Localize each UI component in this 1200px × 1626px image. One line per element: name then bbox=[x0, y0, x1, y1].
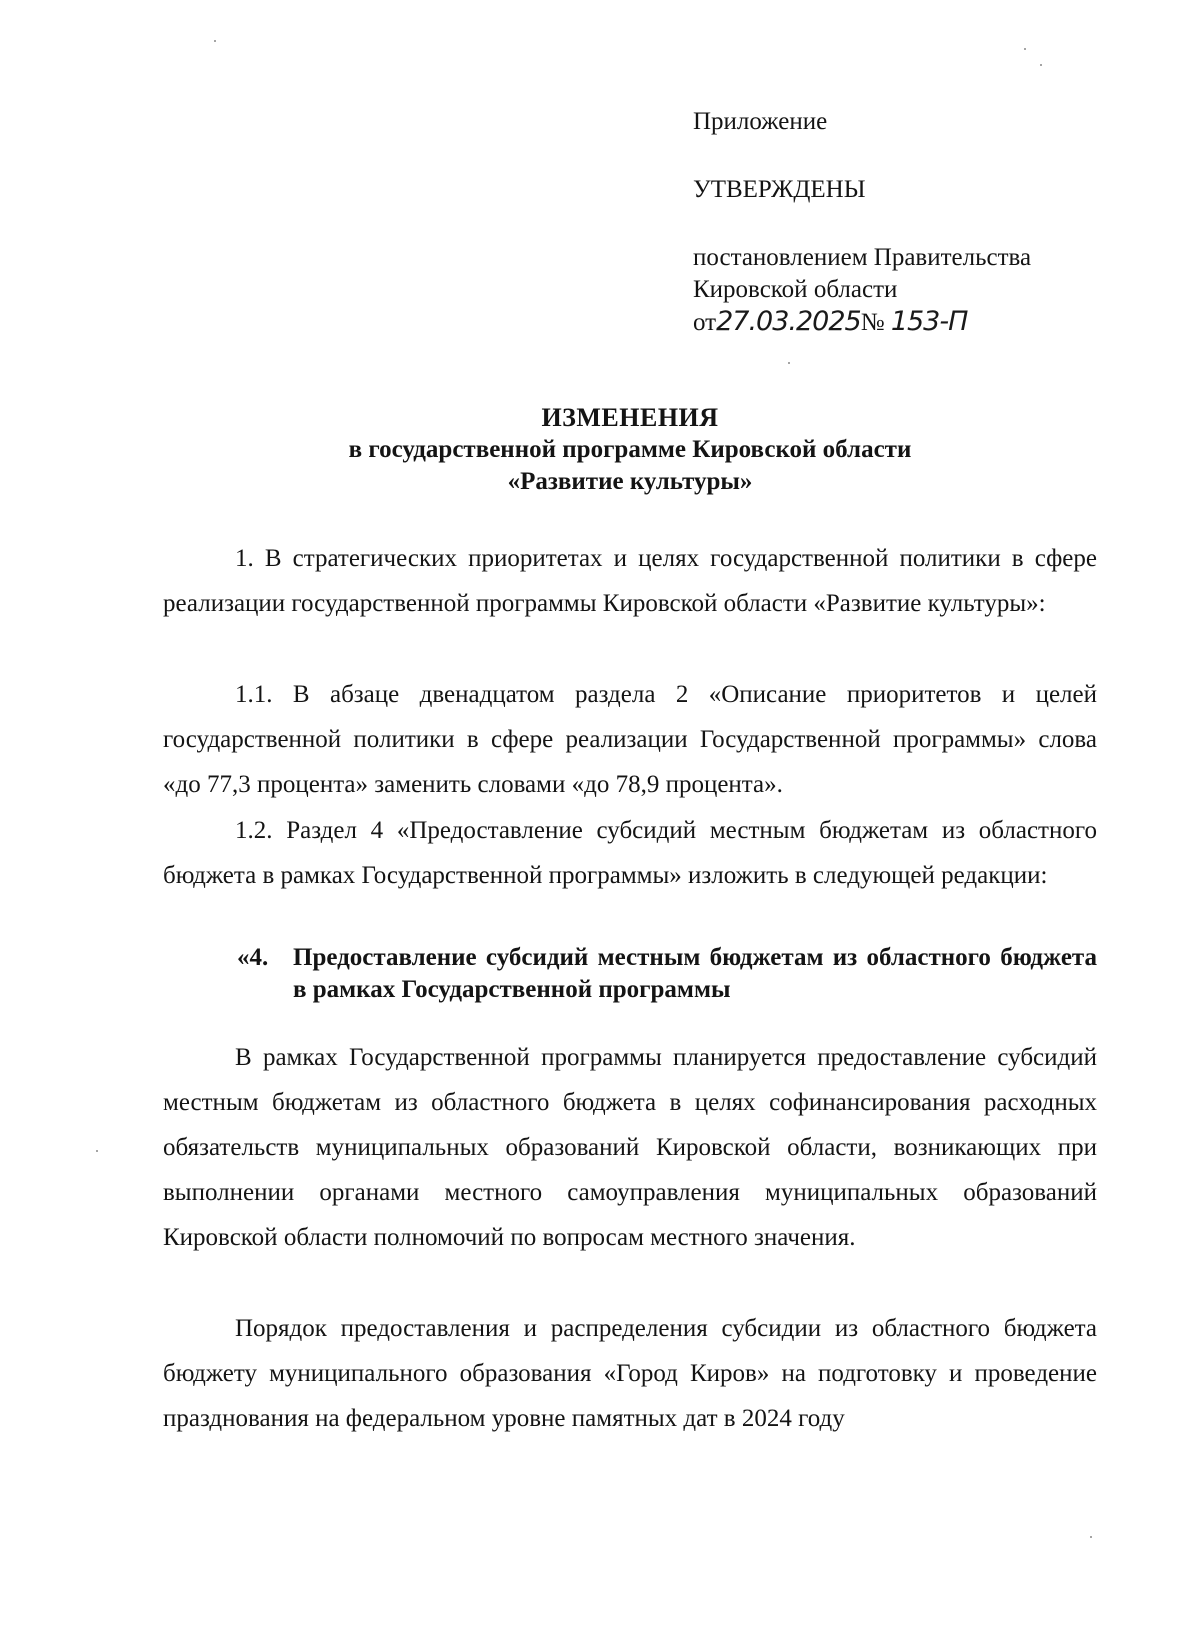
paragraph-1 bbox=[163, 536, 1097, 626]
paragraph-1-2 bbox=[163, 808, 1097, 898]
title-line-3: «Развитие культуры» bbox=[507, 468, 753, 495]
scan-speck bbox=[214, 40, 216, 42]
resolution-line-1: постановлением Правительства bbox=[693, 244, 1032, 271]
title-line-2: в государственной программе Кировской области bbox=[348, 436, 912, 463]
paragraph-1-2-text: 1.2. Раздел 4 «Предоставление субсидий местным бюджетам из областного бюджета в рамках Государственной программы» изложить в следующей редакции: bbox=[163, 817, 1097, 889]
resolution-date-line bbox=[693, 306, 1173, 339]
scan-speck bbox=[788, 362, 790, 364]
scan-speck bbox=[1040, 64, 1042, 66]
annex-label: Приложение bbox=[693, 108, 828, 135]
handwritten-date: 27.03.2025 bbox=[716, 306, 861, 337]
handwritten-number: 153-П bbox=[890, 306, 968, 337]
section-4-heading bbox=[237, 942, 1097, 1006]
paragraph-section-4-intro bbox=[163, 1035, 1097, 1260]
scan-speck bbox=[1024, 48, 1026, 50]
section-4-title: Предоставление субсидий местным бюджетам из областного бюджета в рамках Государственной программы bbox=[293, 944, 1097, 1003]
paragraph-section-4-intro-text: В рамках Государственной программы планируется предоставление субсидий местным бюджетам из областного бюджета в целях софинансирования расходных обязательств муниципальных образований Кировской области, возникающих при выполнении органами местного самоуправления муниципальных образований Кировской области полномочий по вопросам местного значения. bbox=[163, 1044, 1097, 1251]
title-main: ИЗМЕНЕНИЯ bbox=[541, 403, 719, 432]
paragraph-1-text: 1. В стратегических приоритетах и целях государственной политики в сфере реализации государственной программы Кировской области «Развитие культуры»: bbox=[163, 545, 1097, 617]
approved-label: УТВЕРЖДЕНЫ bbox=[693, 176, 866, 203]
date-prefix: от bbox=[693, 309, 717, 336]
section-4-number: «4. bbox=[237, 944, 269, 971]
approval-block bbox=[693, 106, 1173, 339]
resolution-line-2: Кировской области bbox=[693, 276, 898, 303]
paragraph-order bbox=[163, 1306, 1097, 1441]
number-sign: № bbox=[860, 309, 885, 336]
scan-speck bbox=[1090, 1536, 1092, 1538]
paragraph-1-1-text: 1.1. В абзаце двенадцатом раздела 2 «Описание приоритетов и целей государственной политики в сфере реализации Государственной программы» слова «до 77,3 процента» заменить словами «до 78,9 процента». bbox=[163, 681, 1097, 798]
paragraph-1-1 bbox=[163, 672, 1097, 807]
paragraph-order-text: Порядок предоставления и распределения субсидии из областного бюджета бюджету муниципального образования «Город Киров» на подготовку и проведение празднования на федеральном уровне памятных дат в 2024 году bbox=[163, 1315, 1097, 1432]
scan-speck bbox=[96, 1150, 98, 1152]
document-title bbox=[160, 402, 1100, 498]
